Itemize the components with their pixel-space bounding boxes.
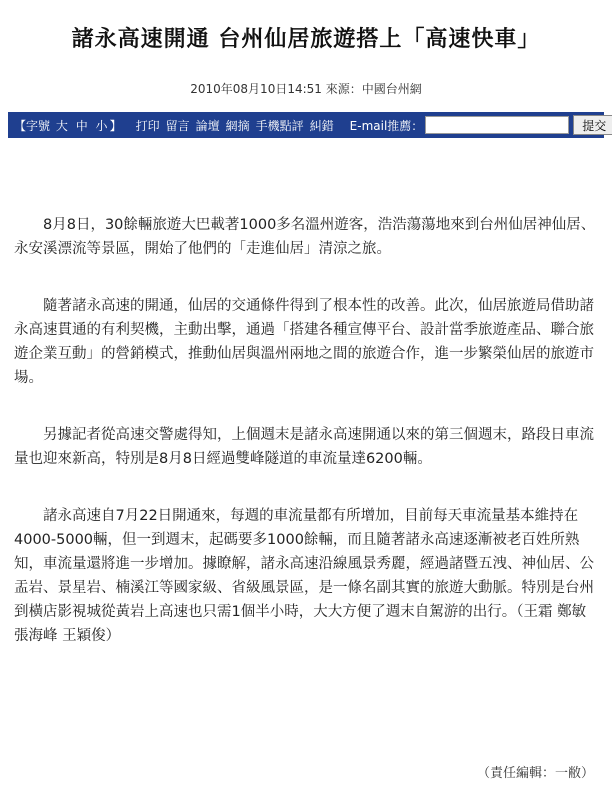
forum-link[interactable]: 論壇: [195, 118, 220, 133]
comment-link[interactable]: 留言: [165, 118, 190, 133]
article-toolbar: [8, 112, 607, 138]
article-paragraph: 隨著諸永高速的開通，仙居的交通條件得到了根本性的改善。此次，仙居旅遊局借助諸永高速貫通的有利契機，主動出擊，通過「搭建各種宣傳平台、設計當季旅遊產品、聯合旅遊企業互動」的營銷模式，推動仙居與溫州兩地之間的旅遊合作，進一步繁榮仙居的旅遊市場。: [14, 298, 594, 386]
report-error-link[interactable]: 糾錯: [309, 118, 334, 133]
article-paragraph: 另據記者從高速交警處得知，上個週末是諸永高速開通以來的第三個週末，路段日車流量也迎來新高，特別是8月8日經過雙峰隧道的車流量達6200輛。: [14, 427, 594, 467]
print-link[interactable]: 打印: [135, 118, 160, 133]
responsible-editor: （責任編輯：一敝）: [476, 766, 594, 781]
article-title: 諸永高速開通 台州仙居旅遊搭上「高速快車」: [71, 27, 541, 52]
article-meta: 2010年08月10日14:51 來源：中國台州網: [190, 82, 422, 96]
font-size-group: [14, 117, 122, 134]
email-label: E-mail推薦：: [349, 118, 424, 133]
bracket-close: 】: [109, 118, 122, 133]
font-size-medium-button[interactable]: 中: [75, 118, 88, 133]
font-size-label: 字號: [26, 118, 51, 133]
font-size-small-button[interactable]: 小: [95, 118, 108, 133]
bracket-open: 【: [14, 118, 27, 133]
submit-button[interactable]: 提交: [573, 115, 612, 135]
bookmark-link[interactable]: 網摘: [225, 118, 250, 133]
article-paragraph: 8月8日，30餘輛旅遊大巴載著1000多名溫州遊客，浩浩蕩蕩地來到台州仙居神仙居、永安溪漂流等景區，開始了他們的「走進仙居」清涼之旅。: [14, 217, 596, 257]
mobile-comment-link[interactable]: 手機點評: [255, 118, 304, 133]
font-size-large-button[interactable]: 大: [55, 118, 68, 133]
email-input[interactable]: [425, 116, 569, 134]
article-paragraph: 諸永高速自7月22日開通來，每週的車流量都有所增加，目前每天車流量基本維持在4000-5000輛，但一到週末，起碼要多1000餘輛，而且隨著諸永高速逐漸被老百姓所熟知，車流量還將進一步增加。據瞭解，諸永高速沿線風景秀麗，經過諸暨五洩、神仙居、公盂岩、景星岩、楠溪江等國家級、省級風景區，是一條名副其實的旅遊大動脈。特別是台州到橫店影視城從黃岩上高速也只需1個半小時，大大方便了週末自駕游的出行。（王霜 鄭敏 張海峰 王穎俊）: [14, 508, 594, 644]
article-body: [14, 213, 600, 681]
